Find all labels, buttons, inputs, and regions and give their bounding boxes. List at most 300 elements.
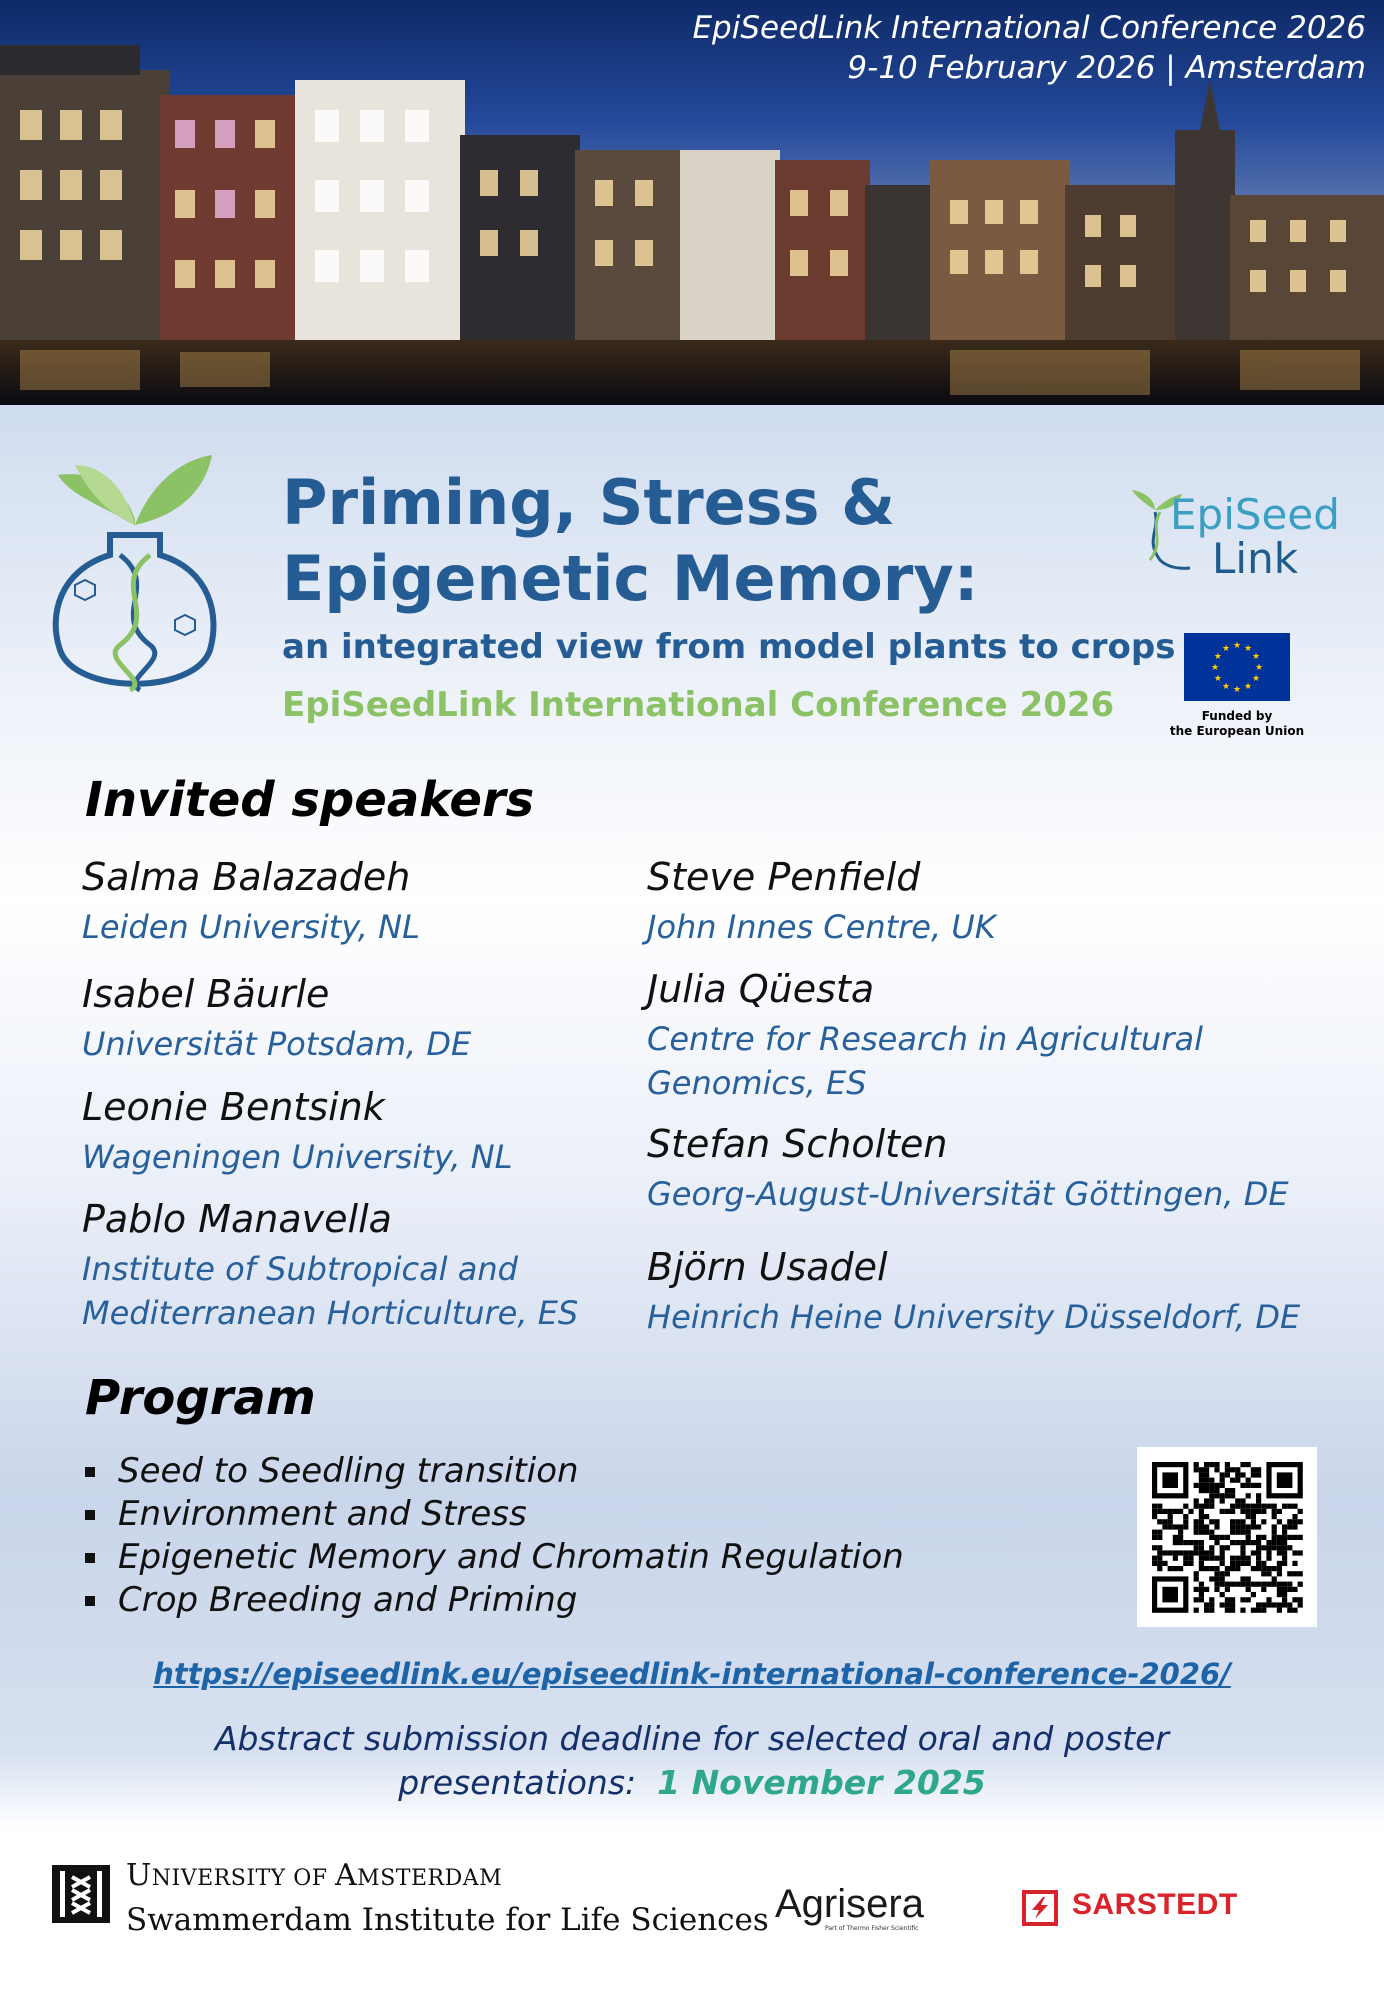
qr-module <box>1220 1561 1225 1566</box>
qr-module <box>1240 1524 1245 1529</box>
qr-module <box>1183 1550 1188 1555</box>
speaker-name: Salma Balazadeh <box>82 855 411 899</box>
qr-module <box>1261 1608 1266 1613</box>
qr-module <box>1256 1556 1261 1561</box>
qr-module <box>1277 1540 1282 1545</box>
qr-module <box>1199 1504 1204 1509</box>
qr-module <box>1287 1545 1292 1550</box>
qr-module <box>1199 1514 1204 1519</box>
deadline-line-1: Abstract submission deadline for selected oral and poster <box>214 1719 1169 1758</box>
qr-module <box>1152 1545 1157 1550</box>
qr-module <box>1246 1478 1251 1483</box>
qr-module <box>1162 1524 1167 1529</box>
affiliation-line: Genomics, ES <box>647 1064 867 1102</box>
qr-module <box>1157 1545 1162 1550</box>
qr-module <box>1230 1504 1235 1509</box>
qr-module <box>1235 1556 1240 1561</box>
qr-module <box>1298 1602 1303 1607</box>
uva-crosses <box>52 1865 110 1923</box>
qr-module <box>1209 1519 1214 1524</box>
qr-module <box>1230 1509 1235 1514</box>
qr-module <box>1272 1514 1277 1519</box>
qr-module <box>1240 1462 1245 1467</box>
qr-module <box>1194 1550 1199 1555</box>
qr-module <box>1204 1462 1209 1467</box>
qr-module <box>1214 1488 1219 1493</box>
qr-module <box>1194 1524 1199 1529</box>
qr-module <box>1230 1524 1235 1529</box>
qr-module <box>1220 1545 1225 1550</box>
qr-module <box>1162 1519 1167 1524</box>
qr-module <box>1225 1472 1230 1477</box>
qr-module <box>1162 1550 1167 1555</box>
qr-module <box>1246 1509 1251 1514</box>
episeed-logo-text: EpiSeed <box>1170 490 1340 539</box>
qr-module <box>1235 1467 1240 1472</box>
qr-module <box>1256 1467 1261 1472</box>
qr-module <box>1277 1608 1282 1613</box>
qr-module <box>1209 1493 1214 1498</box>
qr-module <box>1230 1540 1235 1545</box>
qr-module <box>1277 1535 1282 1540</box>
speaker-affiliation <box>82 1135 512 1179</box>
qr-module <box>1230 1566 1235 1571</box>
qr-module <box>1256 1608 1261 1613</box>
qr-module <box>1173 1556 1178 1561</box>
qr-module <box>1204 1514 1209 1519</box>
eu-star: ★ <box>1213 652 1222 662</box>
qr-module <box>1209 1462 1214 1467</box>
speaker-affiliation <box>647 1017 1203 1105</box>
qr-module <box>1261 1587 1266 1592</box>
qr-module <box>1194 1545 1199 1550</box>
qr-module <box>1157 1561 1162 1566</box>
eu-caption-line-2: the European Union <box>1169 724 1305 738</box>
qr-module <box>1230 1478 1235 1483</box>
uva-initial-u: U <box>126 1858 152 1893</box>
qr-module <box>1277 1602 1282 1607</box>
qr-module <box>1152 1535 1157 1540</box>
qr-module <box>1225 1602 1230 1607</box>
qr-module <box>1199 1530 1204 1535</box>
qr-module <box>1251 1608 1256 1613</box>
sarstedt-mark <box>1026 1894 1054 1922</box>
qr-module <box>1235 1524 1240 1529</box>
qr-module <box>1251 1509 1256 1514</box>
qr-module <box>1188 1509 1193 1514</box>
qr-module <box>1272 1576 1277 1581</box>
qr-module <box>1292 1561 1297 1566</box>
qr-module <box>1230 1602 1235 1607</box>
qr-module <box>1225 1488 1230 1493</box>
qr-module <box>1282 1524 1287 1529</box>
qr-module <box>1266 1566 1271 1571</box>
qr-module <box>1256 1566 1261 1571</box>
qr-module <box>1277 1545 1282 1550</box>
qr-module <box>1298 1597 1303 1602</box>
qr-module <box>1204 1478 1209 1483</box>
qr-module <box>1204 1504 1209 1509</box>
qr-module <box>1220 1498 1225 1503</box>
qr-module <box>1214 1493 1219 1498</box>
speaker-name: Steve Penfield <box>647 855 921 899</box>
qr-module <box>1282 1540 1287 1545</box>
qr-module <box>1225 1597 1230 1602</box>
qr-module <box>1256 1545 1261 1550</box>
qr-module <box>1287 1608 1292 1613</box>
qr-module <box>1246 1587 1251 1592</box>
qr-module <box>1183 1504 1188 1509</box>
qr-module <box>1168 1519 1173 1524</box>
qr-module <box>1256 1509 1261 1514</box>
speaker-name: Pablo Manavella <box>82 1197 392 1241</box>
qr-module <box>1272 1566 1277 1571</box>
qr-module <box>1298 1550 1303 1555</box>
qr-module <box>1220 1535 1225 1540</box>
qr-module <box>1246 1514 1251 1519</box>
qr-module <box>1240 1561 1245 1566</box>
qr-module <box>1266 1540 1271 1545</box>
qr-module <box>1230 1488 1235 1493</box>
qr-module <box>1214 1524 1219 1529</box>
qr-module <box>1209 1478 1214 1483</box>
qr-module <box>1168 1514 1173 1519</box>
qr-module <box>1152 1561 1157 1566</box>
qr-module <box>1188 1550 1193 1555</box>
qr-module <box>1204 1587 1209 1592</box>
qr-module <box>1256 1504 1261 1509</box>
qr-module <box>1220 1483 1225 1488</box>
affiliation-line: Wageningen University, NL <box>82 1138 513 1176</box>
qr-module <box>1298 1535 1303 1540</box>
qr-module <box>1220 1571 1225 1576</box>
qr-module <box>1152 1504 1157 1509</box>
qr-module <box>1225 1566 1230 1571</box>
qr-finder <box>1277 1472 1293 1488</box>
qr-module <box>1214 1467 1219 1472</box>
qr-module <box>1225 1545 1230 1550</box>
qr-module <box>1157 1566 1162 1571</box>
qr-module <box>1235 1530 1240 1535</box>
page-title <box>282 465 979 617</box>
qr-module <box>1194 1587 1199 1592</box>
swammerdam-institute: Swammerdam Institute for Life Sciences <box>126 1902 769 1938</box>
qr-module <box>1246 1530 1251 1535</box>
qr-module <box>1173 1509 1178 1514</box>
qr-module <box>1266 1582 1271 1587</box>
speaker-name: Leonie Bentsink <box>82 1085 385 1129</box>
qr-module <box>1230 1530 1235 1535</box>
qr-module <box>1292 1597 1297 1602</box>
qr-module <box>1282 1535 1287 1540</box>
affiliation-line: Universität Potsdam, DE <box>82 1025 472 1063</box>
qr-module <box>1173 1524 1178 1529</box>
qr-module <box>1209 1545 1214 1550</box>
qr-module <box>1277 1582 1282 1587</box>
eu-star: ★ <box>1243 643 1253 654</box>
conference-link[interactable]: https://episeedlink.eu/episeedlink-international-conference-2026/ <box>153 1657 1231 1691</box>
qr-module <box>1194 1504 1199 1509</box>
qr-module <box>1173 1535 1178 1540</box>
qr-module <box>1199 1478 1204 1483</box>
qr-module <box>1266 1556 1271 1561</box>
qr-module <box>1178 1535 1183 1540</box>
qr-module <box>1214 1519 1219 1524</box>
qr-module <box>1292 1550 1297 1555</box>
affiliation-line: Centre for Research in Agricultural <box>647 1020 1203 1058</box>
qr-module <box>1256 1602 1261 1607</box>
qr-module <box>1292 1519 1297 1524</box>
qr-module <box>1152 1530 1157 1535</box>
qr-module <box>1292 1514 1297 1519</box>
qr-module <box>1277 1571 1282 1576</box>
speaker-affiliation <box>647 905 996 949</box>
qr-module <box>1194 1462 1199 1467</box>
qr-module <box>1256 1524 1261 1529</box>
amsterdam-banner <box>0 0 1384 405</box>
qr-module <box>1261 1535 1266 1540</box>
qr-module <box>1152 1509 1157 1514</box>
eu-star: ★ <box>1213 674 1222 684</box>
qr-module <box>1194 1608 1199 1613</box>
qr-module <box>1235 1472 1240 1477</box>
qr-module <box>1240 1530 1245 1535</box>
qr-module <box>1209 1566 1214 1571</box>
qr-module <box>1230 1561 1235 1566</box>
qr-module <box>1235 1478 1240 1483</box>
qr-module <box>1209 1576 1214 1581</box>
qr-module <box>1266 1550 1271 1555</box>
qr-module <box>1199 1561 1204 1566</box>
qr-module <box>1204 1556 1209 1561</box>
qr-module <box>1287 1587 1292 1592</box>
qr-module <box>1272 1509 1277 1514</box>
qr-module <box>1220 1550 1225 1555</box>
qr-module <box>1277 1561 1282 1566</box>
qr-module <box>1246 1483 1251 1488</box>
qr-module <box>1287 1602 1292 1607</box>
qr-module <box>1183 1556 1188 1561</box>
qr-module <box>1199 1550 1204 1555</box>
agrisera-logo: Agrisera <box>775 1882 924 1926</box>
qr-module <box>1157 1550 1162 1555</box>
qr-module <box>1157 1504 1162 1509</box>
program-list <box>85 1450 904 1622</box>
qr-module <box>1246 1576 1251 1581</box>
qr-code-icon <box>1137 1447 1317 1627</box>
qr-module <box>1256 1493 1261 1498</box>
qr-module <box>1199 1587 1204 1592</box>
qr-module <box>1199 1519 1204 1524</box>
qr-module <box>1194 1530 1199 1535</box>
qr-module <box>1240 1504 1245 1509</box>
speaker-name: Isabel Bäurle <box>82 972 330 1016</box>
qr-module <box>1246 1462 1251 1467</box>
sarstedt-logo: SARSTEDT <box>1072 1888 1238 1921</box>
title-line-2: Epigenetic Memory: <box>282 542 979 615</box>
speaker-affiliation <box>647 1172 1289 1216</box>
qr-module <box>1199 1509 1204 1514</box>
qr-module <box>1204 1472 1209 1477</box>
qr-module <box>1266 1571 1271 1576</box>
qr-module <box>1292 1524 1297 1529</box>
qr-module <box>1235 1540 1240 1545</box>
banner-conference-title: EpiSeedLink International Conference 2026 <box>692 10 1366 46</box>
qr-module <box>1266 1545 1271 1550</box>
subtitle: an integrated view from model plants to crops <box>282 627 1176 667</box>
qr-module <box>1240 1576 1245 1581</box>
qr-finder <box>1162 1472 1178 1488</box>
qr-module <box>1199 1556 1204 1561</box>
qr-module <box>1209 1530 1214 1535</box>
qr-module <box>1251 1504 1256 1509</box>
qr-module <box>1214 1535 1219 1540</box>
qr-module <box>1204 1602 1209 1607</box>
eu-star: ★ <box>1254 663 1264 673</box>
qr-module <box>1292 1571 1297 1576</box>
qr-module <box>1152 1556 1157 1561</box>
qr-module <box>1204 1566 1209 1571</box>
qr-module <box>1251 1592 1256 1597</box>
qr-module <box>1214 1462 1219 1467</box>
qr-module <box>1220 1576 1225 1581</box>
qr-module <box>1251 1550 1256 1555</box>
qr-module <box>1225 1608 1230 1613</box>
eu-star: ★ <box>1221 682 1231 693</box>
plant-dna-logo <box>40 415 230 715</box>
qr-module <box>1272 1535 1277 1540</box>
qr-module <box>1240 1540 1245 1545</box>
eu-flag-icon <box>1184 633 1290 701</box>
qr-module <box>1251 1524 1256 1529</box>
qr-module <box>1256 1535 1261 1540</box>
qr-code[interactable] <box>1137 1447 1317 1627</box>
qr-module <box>1194 1571 1199 1576</box>
uva-name <box>126 1858 502 1893</box>
qr-module <box>1287 1504 1292 1509</box>
qr-module <box>1246 1524 1251 1529</box>
qr-module <box>1168 1509 1173 1514</box>
list-item: Epigenetic Memory and Chromatin Regulation <box>85 1536 904 1579</box>
qr-module <box>1183 1540 1188 1545</box>
uva-word-1: NIVERSITY OF <box>151 1866 335 1891</box>
qr-module <box>1272 1540 1277 1545</box>
qr-module <box>1256 1550 1261 1555</box>
qr-module <box>1240 1597 1245 1602</box>
qr-module <box>1199 1582 1204 1587</box>
qr-module <box>1183 1524 1188 1529</box>
qr-module <box>1209 1488 1214 1493</box>
qr-module <box>1204 1530 1209 1535</box>
qr-module <box>1230 1467 1235 1472</box>
qr-module <box>1266 1597 1271 1602</box>
eu-star: ★ <box>1252 674 1261 684</box>
qr-module <box>1235 1519 1240 1524</box>
speakers-heading: Invited speakers <box>85 772 535 828</box>
qr-module <box>1292 1587 1297 1592</box>
qr-module <box>1230 1608 1235 1613</box>
qr-module <box>1287 1582 1292 1587</box>
speaker-affiliation <box>82 905 420 949</box>
qr-module <box>1230 1493 1235 1498</box>
qr-module <box>1282 1550 1287 1555</box>
qr-module <box>1251 1540 1256 1545</box>
affiliation-line: Institute of Subtropical and <box>82 1250 518 1288</box>
qr-module <box>1266 1602 1271 1607</box>
qr-module <box>1266 1504 1271 1509</box>
qr-module <box>1272 1582 1277 1587</box>
qr-module <box>1173 1566 1178 1571</box>
qr-module <box>1256 1582 1261 1587</box>
qr-module <box>1277 1519 1282 1524</box>
uva-crest-icon <box>52 1865 110 1923</box>
qr-module <box>1214 1540 1219 1545</box>
qr-module <box>1277 1592 1282 1597</box>
qr-module <box>1220 1602 1225 1607</box>
qr-module <box>1209 1504 1214 1509</box>
qr-module <box>1246 1504 1251 1509</box>
affiliation-line: Leiden University, NL <box>82 908 420 946</box>
eu-star: ★ <box>1210 663 1220 673</box>
affiliation-line: Georg-August-Universität Göttingen, DE <box>647 1175 1289 1213</box>
qr-module <box>1277 1509 1282 1514</box>
qr-module <box>1173 1540 1178 1545</box>
qr-module <box>1157 1535 1162 1540</box>
qr-module <box>1225 1462 1230 1467</box>
qr-module <box>1240 1472 1245 1477</box>
qr-module <box>1214 1587 1219 1592</box>
eu-star: ★ <box>1232 641 1242 651</box>
qr-module <box>1188 1540 1193 1545</box>
qr-module <box>1183 1519 1188 1524</box>
qr-module <box>1277 1566 1282 1571</box>
qr-module <box>1282 1545 1287 1550</box>
qr-module <box>1298 1519 1303 1524</box>
qr-module <box>1230 1556 1235 1561</box>
deadline-notice <box>0 1717 1384 1805</box>
qr-module <box>1277 1587 1282 1592</box>
qr-module <box>1209 1483 1214 1488</box>
qr-module <box>1225 1493 1230 1498</box>
qr-module <box>1194 1597 1199 1602</box>
qr-module <box>1225 1587 1230 1592</box>
qr-module <box>1204 1498 1209 1503</box>
qr-module <box>1240 1498 1245 1503</box>
qr-module <box>1256 1472 1261 1477</box>
qr-module <box>1209 1498 1214 1503</box>
speaker-affiliation <box>647 1295 1300 1339</box>
qr-module <box>1188 1556 1193 1561</box>
qr-module <box>1235 1561 1240 1566</box>
qr-finder <box>1162 1587 1178 1603</box>
qr-module <box>1287 1535 1292 1540</box>
eu-star: ★ <box>1243 682 1253 693</box>
qr-module <box>1199 1597 1204 1602</box>
qr-module <box>1225 1509 1230 1514</box>
list-item: Crop Breeding and Priming <box>85 1579 904 1622</box>
qr-module <box>1298 1582 1303 1587</box>
qr-module <box>1194 1467 1199 1472</box>
qr-module <box>1246 1556 1251 1561</box>
qr-module <box>1194 1519 1199 1524</box>
qr-module <box>1199 1592 1204 1597</box>
qr-module <box>1246 1597 1251 1602</box>
qr-module <box>1157 1509 1162 1514</box>
qr-module <box>1298 1571 1303 1576</box>
qr-module <box>1261 1509 1266 1514</box>
qr-module <box>1209 1556 1214 1561</box>
qr-module <box>1204 1488 1209 1493</box>
